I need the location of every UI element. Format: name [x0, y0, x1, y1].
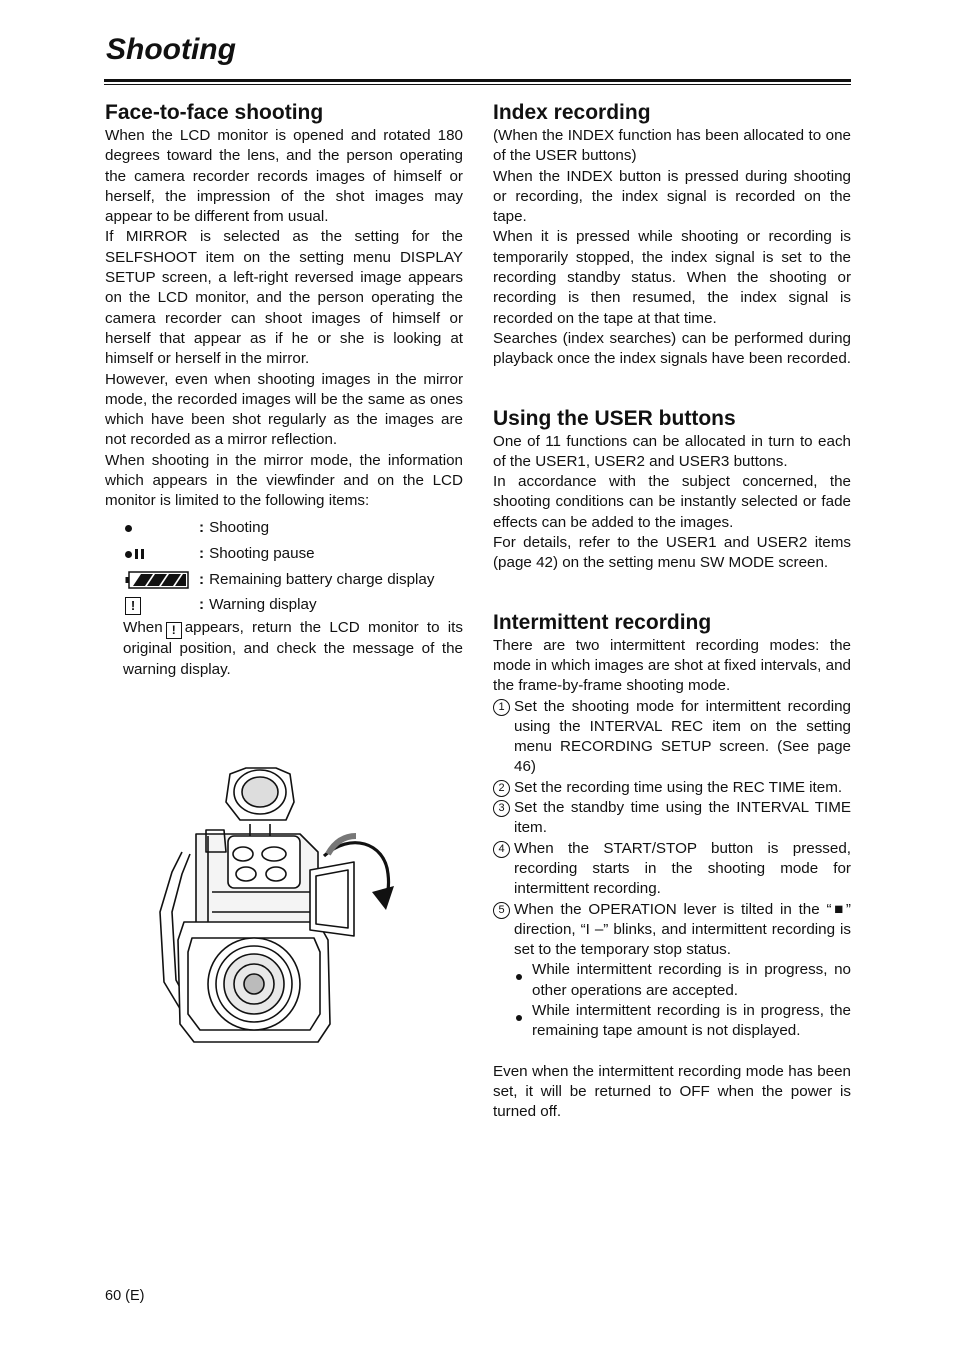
- paragraph: Searches (index searches) can be performed during playback once the index signals have been recorded.: [493, 329, 851, 368]
- symbol-colon: :: [199, 596, 205, 614]
- step-number: 5: [493, 902, 510, 919]
- paragraph: When shooting in the mirror mode, the information which appears in the viewfinder and on the LCD monitor is limited to the following items:: [105, 451, 463, 510]
- symbol-row-battery: [125, 567, 463, 593]
- paragraph: However, even when shooting images in the mirror mode, the recorded images will be the same as ones which have been shot regularly as the images are not recorded as a mirror reflection.: [105, 370, 463, 449]
- step-text: Set the recording time using the REC TIME item.: [514, 778, 843, 796]
- numbered-step: [493, 900, 851, 961]
- bullet-dot-icon: [516, 1015, 522, 1021]
- symbol-label: Remaining battery charge display: [209, 570, 435, 588]
- numbered-step: [493, 798, 851, 839]
- section-heading-intermittent: Intermittent recording: [493, 610, 712, 634]
- symbol-row-warning: [125, 593, 463, 619]
- record-pause-icon: [125, 549, 199, 559]
- warning-instruction: When ! appears, return the LCD monitor to its original position, and check the message of the warning display.: [123, 619, 463, 678]
- left-column: [105, 100, 463, 680]
- header-rule-thin: [104, 84, 851, 85]
- paragraph: For details, refer to the USER1 and USER2 items (page 42) on the setting menu SW MODE screen.: [493, 534, 851, 572]
- step-text: When the START/STOP button is pressed, recording starts in the shooting mode for intermittent recording.: [514, 839, 851, 898]
- numbered-step: [493, 697, 851, 778]
- bullet-item: [516, 1001, 851, 1042]
- right-column: [493, 100, 851, 1122]
- step-number: 1: [493, 699, 510, 716]
- paragraph: There are two intermittent recording modes: the mode in which images are shot at fixed intervals, and the frame-by-frame shooting mode.: [493, 636, 851, 695]
- page-title: Shooting: [106, 33, 236, 66]
- paragraph: In accordance with the subject concerned, the shooting conditions can be instantly selected or fade effects can be added to the images.: [493, 473, 851, 531]
- bullet-text: While intermittent recording is in progress, the remaining tape amount is not displayed.: [532, 1001, 851, 1040]
- symbol-label: Shooting: [209, 519, 270, 537]
- numbered-step: [493, 778, 851, 798]
- record-dot-icon: [125, 525, 199, 532]
- step-number: 2: [493, 780, 510, 797]
- paragraph: When the LCD monitor is opened and rotated 180 degrees toward the lens, and the person operating the camera recorder records images of himself or herself, the impression of the shot images may appear to be different from usual.: [105, 127, 463, 226]
- symbol-row-pause: [125, 541, 463, 567]
- section-heading-face-to-face: Face-to-face shooting: [105, 101, 324, 124]
- paragraph: One of 11 functions can be allocated in turn to each of the USER1, USER2 and USER3 buttons.: [493, 432, 851, 470]
- symbol-label: Warning display: [209, 596, 317, 614]
- symbol-colon: :: [199, 570, 205, 588]
- warning-icon: !: [166, 622, 182, 639]
- step-number: 4: [493, 841, 510, 858]
- symbol-colon: :: [199, 519, 205, 537]
- symbol-colon: :: [199, 545, 205, 563]
- step-text: Set the standby time using the INTERVAL TIME item.: [514, 799, 851, 837]
- bullet-item: [516, 960, 851, 1001]
- paragraph: When the INDEX button is pressed during shooting or recording, the index signal is recorded on the tape.: [493, 167, 851, 226]
- step-text: Set the shooting mode for intermittent recording using the INTERVAL REC item on the setting menu RECORDING SETUP screen. (See page 46): [514, 697, 851, 776]
- step-number: 3: [493, 800, 510, 817]
- paragraph: If MIRROR is selected as the setting for the SELFSHOOT item on the setting menu DISPLAY SETUP screen, a left-right reversed image appears on the LCD monitor, and the person operating the camera recorder can shoot images of himself or herself that appear as if he or she is looking at himself or herself in the mirror.: [105, 228, 463, 368]
- paragraph: When it is pressed while shooting or recording is temporarily stopped, the index signal is set to the recording standby status. When the shooting or recording is then resumed, the index signal is recorded on the tape at that time.: [493, 228, 851, 327]
- numbered-step: [493, 839, 851, 900]
- page-number: 60 (E): [105, 1288, 145, 1304]
- camera-illustration: [150, 762, 400, 1047]
- battery-icon: [125, 571, 199, 589]
- warning-icon: !: [125, 597, 141, 615]
- symbol-row-shooting: [125, 516, 463, 542]
- symbol-label: Shooting pause: [209, 545, 315, 563]
- paragraph: Even when the intermittent recording mode has been set, it will be returned to OFF when the power is turned off.: [493, 1062, 851, 1121]
- bullet-dot-icon: [516, 974, 522, 980]
- section-heading-index: Index recording: [493, 101, 651, 124]
- step-text: When the OPERATION lever is tilted in the “■” direction, “I –” blinks, and intermittent recording is set to the temporary stop status.: [514, 900, 851, 959]
- bullet-text: While intermittent recording is in progress, no other operations are accepted.: [532, 961, 851, 999]
- paragraph: (When the INDEX function has been allocated to one of the USER buttons): [493, 127, 851, 165]
- header-rule-thick: [104, 79, 851, 82]
- section-heading-user-buttons: Using the USER buttons: [493, 406, 736, 430]
